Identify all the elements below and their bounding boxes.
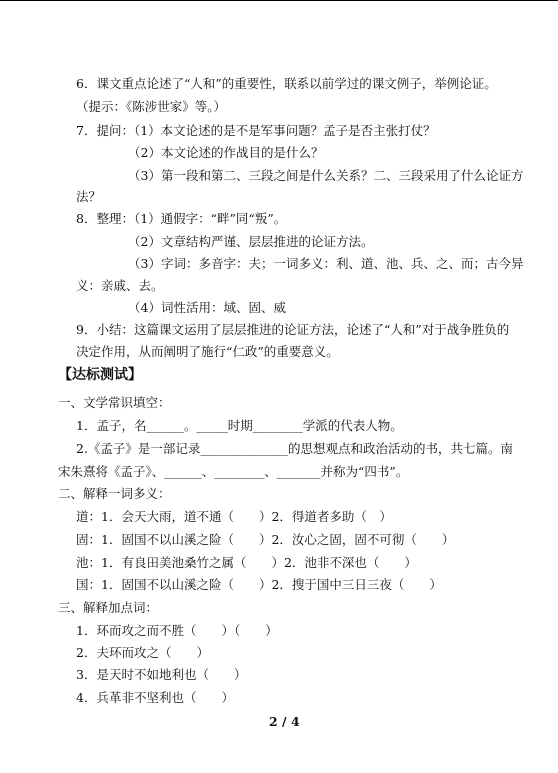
top-rule	[0, 0, 558, 1]
line-q8-3	[128, 256, 523, 272]
line-s2-2	[76, 532, 454, 548]
blank-line: ______________	[200, 441, 288, 456]
text-segment: （2）文章结构严谨、层层推进的论证方法。	[128, 234, 374, 249]
text-segment: 道：1．会天大雨，道不通（ ）2．得道者多助（ ）	[76, 509, 392, 524]
text-segment: 二、解释一词多义：	[58, 486, 171, 501]
text-segment: 池：1．有良田美池桑竹之属（ ）2．池非不深也（ ）	[76, 555, 417, 570]
blank-line: _____	[196, 418, 228, 433]
text-segment: （3）字词：多音字：夫；一词多义：利、道、池、兵、之、而；古今异	[128, 256, 524, 271]
text-segment: 时期	[227, 418, 253, 433]
text-segment: 9．小结：这篇课文运用了层层推进的论证方法，论述了“人和”对于战争胜负的	[76, 322, 510, 337]
line-s2-1	[76, 509, 392, 525]
text-segment: 的思想观点和政治活动的书，共七篇。南	[287, 441, 513, 456]
text-segment: 义：亲戚、去。	[76, 278, 164, 293]
line-q8-2	[128, 234, 373, 250]
text-segment: （4）词性活用：域、固、威	[128, 300, 286, 315]
text-segment: 法？	[76, 189, 102, 204]
text-segment: （2）本文论述的作战目的是什么？	[128, 145, 324, 160]
line-page-number	[269, 714, 300, 730]
text-segment: 三、解释加点词：	[58, 600, 159, 615]
line-q8-4	[76, 278, 164, 294]
text-segment: 决定作用，从而阐明了施行“仁政”的重要意义。	[76, 344, 339, 359]
text-segment: 学派的代表人物。	[302, 418, 403, 433]
text-segment: 7．提问：（1）本文论述的是不是军事问题？孟子是否主张打仗？	[76, 123, 436, 138]
line-s2-3	[76, 555, 417, 571]
line-q7-4	[76, 189, 101, 205]
line-q7-3	[128, 168, 523, 184]
text-segment: 6．课文重点论述了“人和”的重要性，联系以前学过的课文例子，举例论证。	[76, 76, 497, 91]
text-segment: 2 / 4	[269, 714, 300, 729]
text-segment: 、	[264, 464, 277, 479]
line-q6-1	[76, 76, 497, 92]
text-segment: 8．整理：（1）通假字：“畔”同“叛”。	[76, 211, 287, 226]
line-heading	[58, 367, 142, 383]
line-s3-2	[76, 645, 209, 661]
text-segment: 一、文学常识填空：	[58, 395, 171, 410]
text-segment: 2．夫环而攻之（ ）	[76, 645, 209, 660]
blank-line: ______	[146, 418, 184, 433]
text-segment: 1．孟子，名	[76, 418, 147, 433]
text-segment: 4．兵革非不坚利也（ ）	[76, 690, 234, 705]
text-segment: 1．环而攻之而不胜（ ）（ ）	[76, 623, 278, 638]
blank-line: ________	[252, 418, 303, 433]
line-q7-2	[128, 145, 323, 161]
blank-line: ______	[164, 464, 202, 479]
text-segment: 国：1．固国不以山溪之险（ ）2．搜于国中三日三夜（ ）	[76, 577, 442, 592]
line-q8-1	[76, 211, 286, 227]
line-q7-1	[76, 123, 436, 139]
line-s3-3	[76, 667, 246, 683]
line-q9-1	[76, 322, 509, 338]
line-s2	[58, 486, 171, 502]
line-s3-1	[76, 623, 278, 639]
text-segment: 固：1．固国不以山溪之险（ ）2．汝心之固，固不可彻（ ）	[76, 532, 455, 547]
text-segment: （3）第一段和第二、三段之间是什么关系？二、三段采用了什么论证方	[128, 168, 524, 183]
text-segment: 3．是天时不如地利也（ ）	[76, 667, 247, 682]
blank-line: ________	[214, 464, 265, 479]
text-segment: （提示：《陈涉世家》等。）	[76, 99, 227, 114]
line-q6-2	[76, 99, 226, 115]
text-segment: 。	[183, 418, 197, 433]
text-segment: 【达标测试】	[58, 367, 142, 383]
line-s1-2b	[58, 464, 408, 480]
line-q9-2	[76, 344, 339, 360]
line-s3	[58, 600, 158, 616]
blank-line: _______	[276, 464, 321, 479]
line-s3-4	[76, 690, 234, 706]
line-s1	[58, 395, 171, 411]
text-segment: 并称为“四书”。	[320, 464, 409, 479]
text-segment: 宋朱熹将《孟子》、	[58, 464, 165, 479]
line-q8-5	[128, 300, 286, 316]
text-segment: 2.《孟子》是一部记录	[76, 441, 201, 456]
line-s2-4	[76, 577, 442, 593]
text-segment: 、	[201, 464, 215, 479]
line-s1-1	[76, 418, 403, 434]
line-s1-2a	[76, 441, 513, 457]
